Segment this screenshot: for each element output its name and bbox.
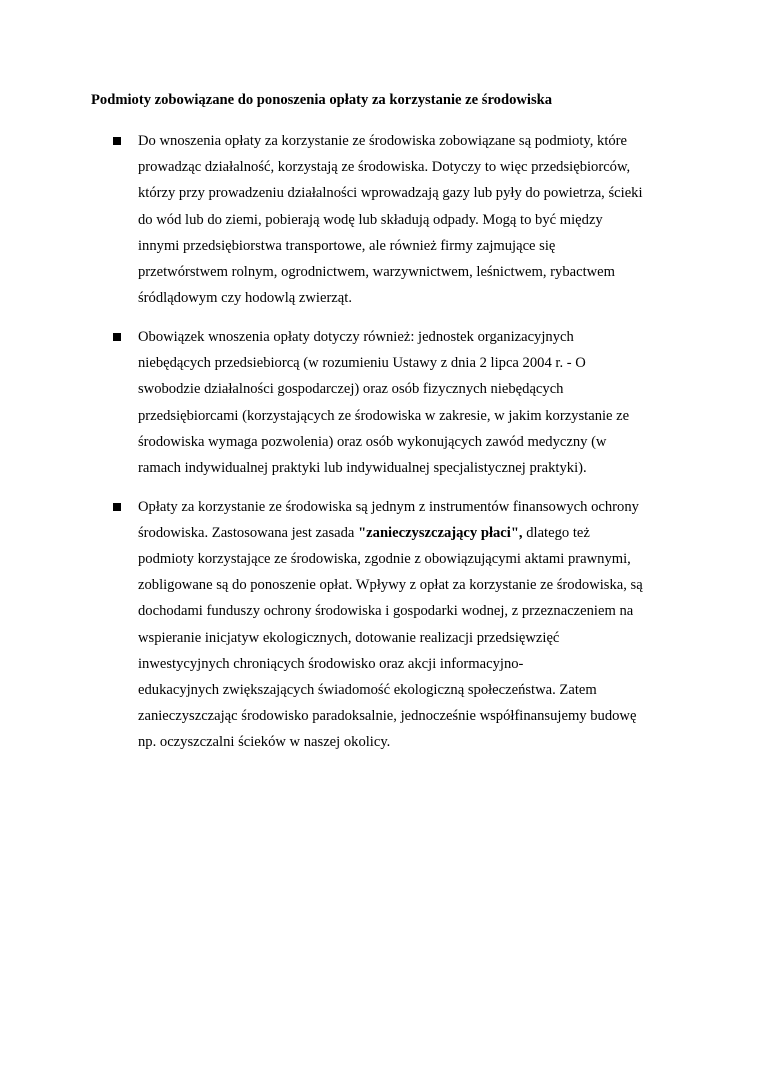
square-bullet-icon xyxy=(113,137,121,145)
square-bullet-icon xyxy=(113,333,121,341)
text-line: np. oczyszczalni ścieków w naszej okolicy. xyxy=(138,734,391,751)
text-line: środowiska wymaga pozwolenia) oraz osób wykonujących zawód medyczny (w xyxy=(138,433,607,450)
text-line: ramach indywidualnej praktyki lub indywidualnej specjalistycznej praktyki). xyxy=(138,459,587,476)
text-line: Obowiązek wnoszenia opłaty dotyczy również: jednostek organizacyjnych xyxy=(138,328,574,345)
text-line: zanieczyszczając środowisko paradoksalnie, jednocześnie współfinansujemy budowę xyxy=(138,708,637,725)
square-bullet-icon xyxy=(113,503,121,511)
list-item xyxy=(112,324,672,481)
text-line xyxy=(138,520,672,546)
text-line: przedsiębiorcami (korzystających ze środowiska w zakresie, w jakim korzystanie ze xyxy=(138,407,630,424)
text-line: do wód lub do ziemi, pobierają wodę lub składują odpady. Mogą to być między xyxy=(138,211,603,228)
list-item xyxy=(112,128,672,311)
text-line: podmioty korzystające ze środowiska, zgodnie z obowiązującymi aktami prawnymi, xyxy=(138,551,631,568)
text-line: Opłaty za korzystanie ze środowiska są jednym z instrumentów finansowych ochrony xyxy=(138,498,639,515)
text-line: innymi przedsiębiorstwa transportowe, ale również firmy zajmujące się xyxy=(138,237,556,254)
text-line: przetwórstwem rolnym, ogrodnictwem, warzywnictwem, leśnictwem, rybactwem xyxy=(138,264,615,281)
text-line: wspieranie inicjatyw ekologicznych, dotowanie realizacji przedsięwzięć xyxy=(138,629,560,646)
text-line: zobligowane są do ponoszenie opłat. Wpływy z opłat za korzystanie ze środowiska, są xyxy=(138,577,643,594)
document-title: Podmioty zobowiązane do ponoszenia opłaty za korzystanie ze środowiska xyxy=(91,92,553,108)
text-line: którzy przy prowadzeniu działalności wprowadzają gazy lub pyły do powietrza, ścieki xyxy=(138,185,643,202)
text-line: Do wnoszenia opłaty za korzystanie ze środowiska zobowiązane są podmioty, które xyxy=(138,133,628,149)
text-line: inwestycyjnych chroniących środowisko oraz akcji informacyjno- xyxy=(138,655,524,672)
text-line: śródlądowym czy hodowlą zwierząt. xyxy=(138,290,352,307)
bullet-list xyxy=(112,128,672,768)
text-line: dochodami funduszy ochrony środowiska i gospodarki wodnej, z przeznaczeniem na xyxy=(138,603,634,620)
list-item xyxy=(112,494,672,756)
text-segment: dlatego też xyxy=(522,524,590,541)
text-line: swobodzie działalności gospodarczej) oraz osób fizycznych niebędących xyxy=(138,381,564,398)
text-line: edukacyjnych zwiększających świadomość ekologiczną społeczeństwa. Zatem xyxy=(138,682,597,699)
text-segment: środowiska. Zastosowana jest zasada xyxy=(138,524,359,541)
emphasized-phrase: "zanieczyszczający płaci", xyxy=(358,524,523,541)
text-line: niebędących przedsiebiorcą (w rozumieniu Ustawy z dnia 2 lipca 2004 r. - O xyxy=(138,355,586,372)
text-line: prowadząc działalność, korzystają ze środowiska. Dotyczy to więc przedsiębiorców, xyxy=(138,159,631,176)
